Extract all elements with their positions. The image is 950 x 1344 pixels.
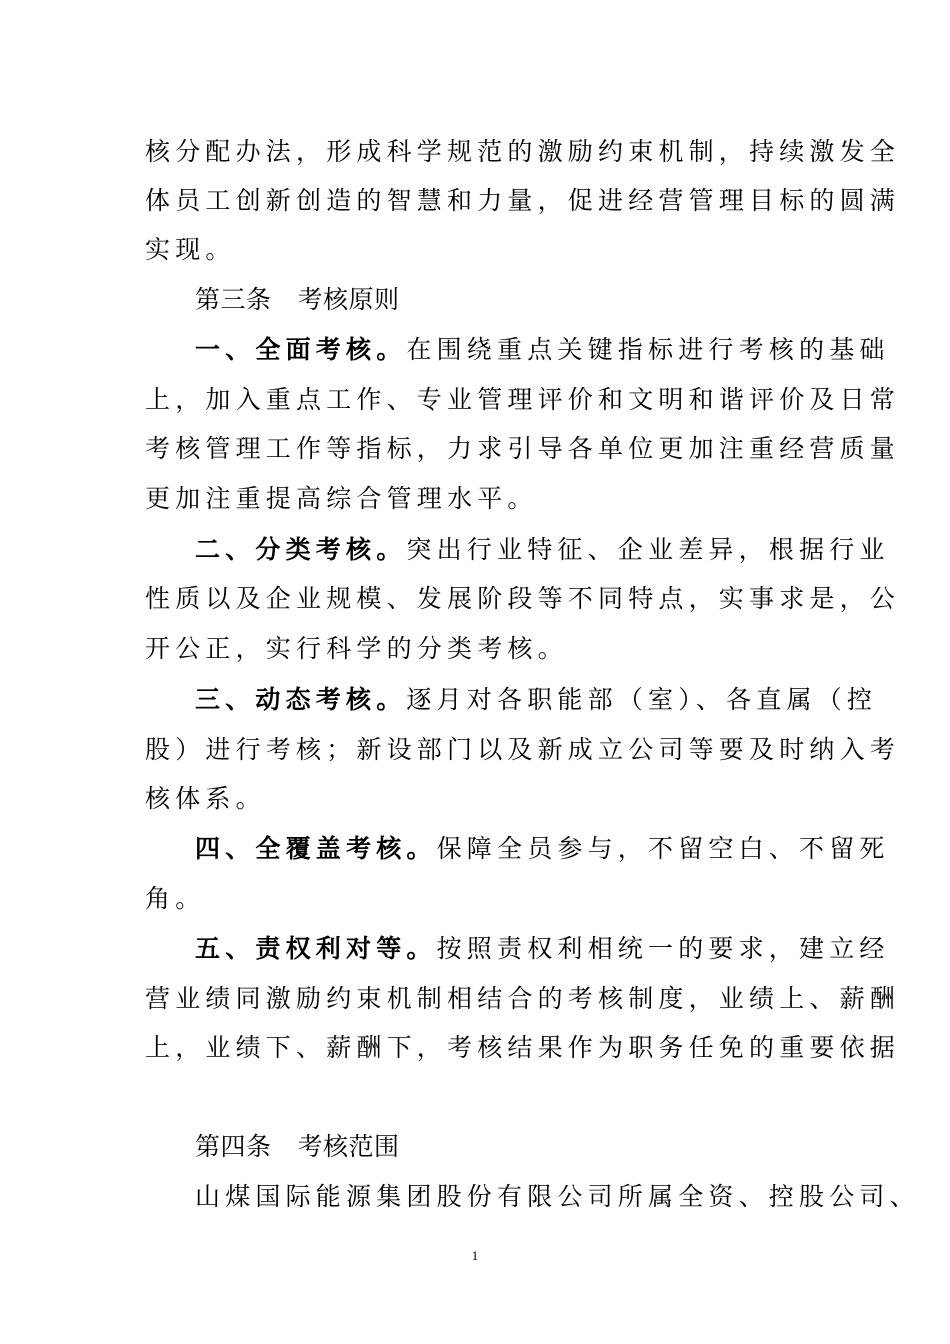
body-text-line: 股）进行考核；新设部门以及新成立公司等要及时纳入考 — [145, 735, 901, 764]
principle-1-text: 在围绕重点关键指标进行考核的基础 — [406, 335, 890, 364]
body-text-line: 考核管理工作等指标，力求引导各单位更加注重经营质量 — [145, 434, 901, 463]
principle-4 — [195, 834, 890, 864]
article-4-heading — [195, 1132, 400, 1162]
article-4-number: 第四条 — [195, 1132, 272, 1161]
principle-1-title: 一、全面考核。 — [195, 335, 407, 364]
principle-2 — [195, 535, 890, 565]
page-number: 1 — [471, 1248, 479, 1263]
article-3-number: 第三条 — [195, 285, 272, 314]
principle-1 — [195, 335, 890, 365]
principle-5-title: 五、责权利对等。 — [195, 934, 437, 963]
body-text-line: 上，加入重点工作、专业管理评价和文明和谐评价及日常 — [145, 385, 901, 414]
body-text-line: 上，业绩下、薪酬下，考核结果作为职务任免的重要依据 — [145, 1033, 901, 1062]
body-text-line: 核分配办法，形成科学规范的激励约束机制，持续激发全 — [145, 137, 901, 166]
body-text-line: 实现。 — [145, 235, 236, 264]
body-text-line: 开公正，实行科学的分类考核。 — [145, 634, 568, 663]
principle-4-text: 保障全员参与，不留空白、不留死 — [436, 834, 890, 863]
body-text-line: 角。 — [145, 884, 206, 913]
principle-4-title: 四、全覆盖考核。 — [195, 834, 437, 863]
article-3-heading — [195, 285, 400, 315]
body-text-line: 营业绩同激励约束机制相结合的考核制度，业绩上、薪酬 — [145, 984, 901, 1013]
principle-2-text: 突出行业特征、企业差异，根据行业 — [406, 535, 890, 564]
body-text-line: 山煤国际能源集团股份有限公司所属全资、控股公司、 — [195, 1182, 920, 1211]
article-3-title: 考核原则 — [297, 285, 400, 314]
principle-5-text: 按照责权利相统一的要求，建立经 — [436, 934, 890, 963]
principle-5 — [195, 934, 890, 964]
body-text-line: 体员工创新创造的智慧和力量，促进经营管理目标的圆满 — [145, 186, 901, 215]
principle-2-title: 二、分类考核。 — [195, 535, 407, 564]
body-text-line: 更加注重提高综合管理水平。 — [145, 484, 538, 513]
article-4-title: 考核范围 — [297, 1132, 400, 1161]
body-text-line: 性质以及企业规模、发展阶段等不同特点，实事求是，公 — [145, 584, 901, 613]
principle-3-title: 三、动态考核。 — [195, 685, 407, 714]
body-text-line: 核体系。 — [145, 784, 266, 813]
principle-3 — [195, 685, 877, 715]
principle-3-text: 逐月对各职能部（室）、各直属（控 — [406, 685, 878, 714]
